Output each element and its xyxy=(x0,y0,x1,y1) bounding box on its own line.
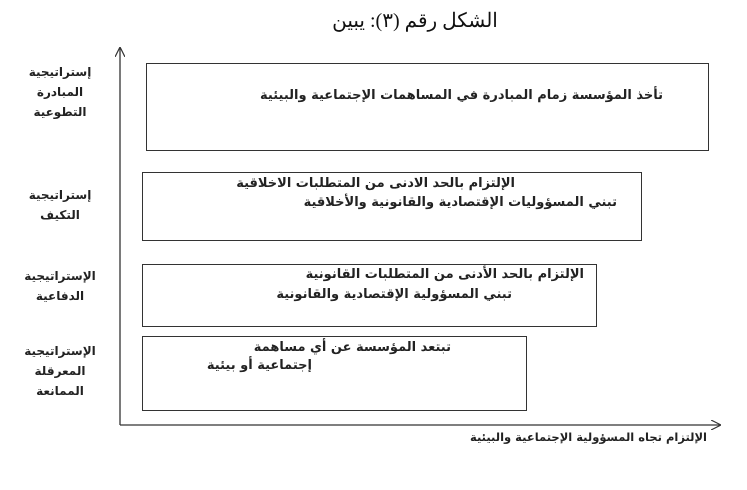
box-text: تأخذ المؤسسة زمام المبادرة في المساهمات الإجتماعية والبيئية xyxy=(260,88,663,103)
x-axis-label: الإلتزام تجاه المسؤولية الإجتماعية والبيئية xyxy=(470,430,707,444)
level-label-defensive xyxy=(10,266,110,306)
box-text: تبني المسؤوليات الإقتصادية والقانونية والأخلاقية xyxy=(303,195,617,210)
box-text: تبني المسؤولية الإقتصادية والقانونية xyxy=(276,287,512,302)
box-text: الإلتزام بالحد الادنى من المتطلبات الاخلاقية xyxy=(236,176,515,191)
level-label-line: المعرقلة xyxy=(34,364,86,378)
box-text: تبتعد المؤسسة عن أي مساهمة xyxy=(253,340,451,355)
level-label-line: التطوعية xyxy=(33,105,87,119)
level-label-line: إستراتيجية xyxy=(28,188,92,202)
level-label-line: المبادرة xyxy=(36,85,84,99)
level-label-line: إستراتيجية xyxy=(28,65,92,79)
level-label-obstructive xyxy=(10,341,110,401)
level-label-line: الإستراتيجية xyxy=(24,269,96,283)
level-label-voluntary xyxy=(10,62,110,122)
box-text: الإلتزام بالحد الأدنى من المتطلبات القانونية xyxy=(305,267,584,282)
figure-title: الشكل رقم (٣): يبين xyxy=(332,10,498,32)
level-label-line: الممانعة xyxy=(36,384,84,398)
level-label-line: التكيف xyxy=(40,208,80,222)
level-label-line: الإستراتيجية xyxy=(24,344,96,358)
level-label-line: الدفاعية xyxy=(35,289,85,303)
strategy-box-voluntary xyxy=(146,63,709,151)
level-label-adaptation xyxy=(10,185,110,225)
box-text: إجتماعية أو بيئية xyxy=(206,358,312,373)
